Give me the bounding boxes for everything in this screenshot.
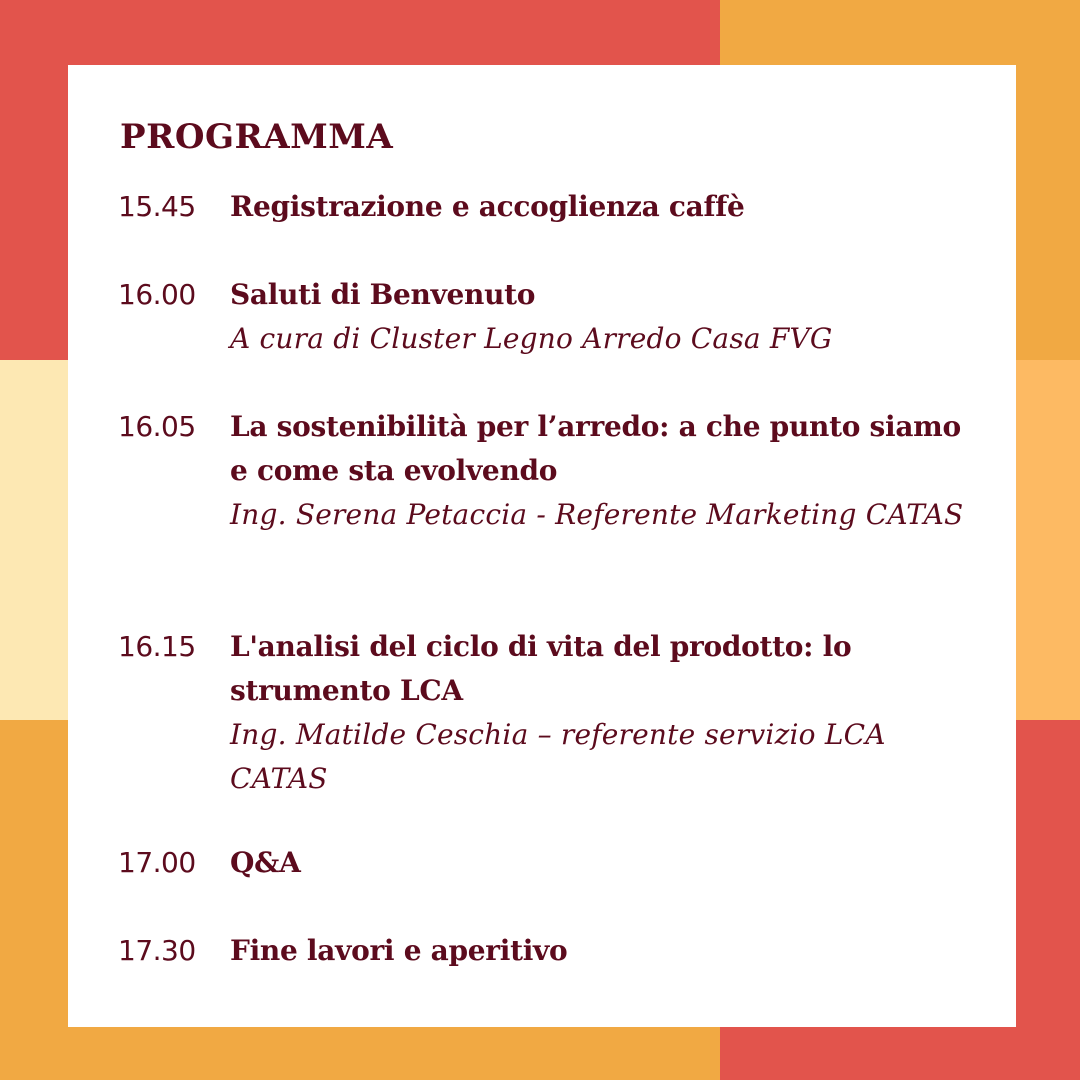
programme-heading: PROGRAMMA [120, 117, 394, 157]
item-content [230, 185, 970, 229]
item-title: Saluti di Benvenuto [230, 278, 536, 311]
item-time: 16.15 [118, 630, 196, 663]
item-speaker: Ing. Serena Petaccia - Referente Marketing CATAS [230, 498, 964, 531]
item-title: La sostenibilità per l’arredo: a che punto siamo e come sta evolvendo [230, 410, 961, 487]
item-title: Q&A [230, 846, 301, 879]
item-content [230, 405, 970, 537]
item-content [230, 273, 970, 361]
item-speaker: A cura di Cluster Legno Arredo Casa FVG [230, 322, 833, 355]
item-time: 15.45 [118, 190, 196, 223]
programme-card [68, 65, 1016, 1027]
item-content [230, 841, 970, 885]
item-time: 17.30 [118, 934, 196, 967]
item-time: 17.00 [118, 846, 196, 879]
item-time: 16.05 [118, 410, 196, 443]
item-time: 16.00 [118, 278, 196, 311]
item-title: L'analisi del ciclo di vita del prodotto: lo strumento LCA [230, 630, 852, 707]
item-title: Fine lavori e aperitivo [230, 934, 568, 967]
item-speaker: Ing. Matilde Ceschia – referente servizio LCA CATAS [230, 718, 886, 795]
item-content [230, 929, 970, 973]
item-content [230, 625, 970, 801]
item-title: Registrazione e accoglienza caffè [230, 190, 745, 223]
